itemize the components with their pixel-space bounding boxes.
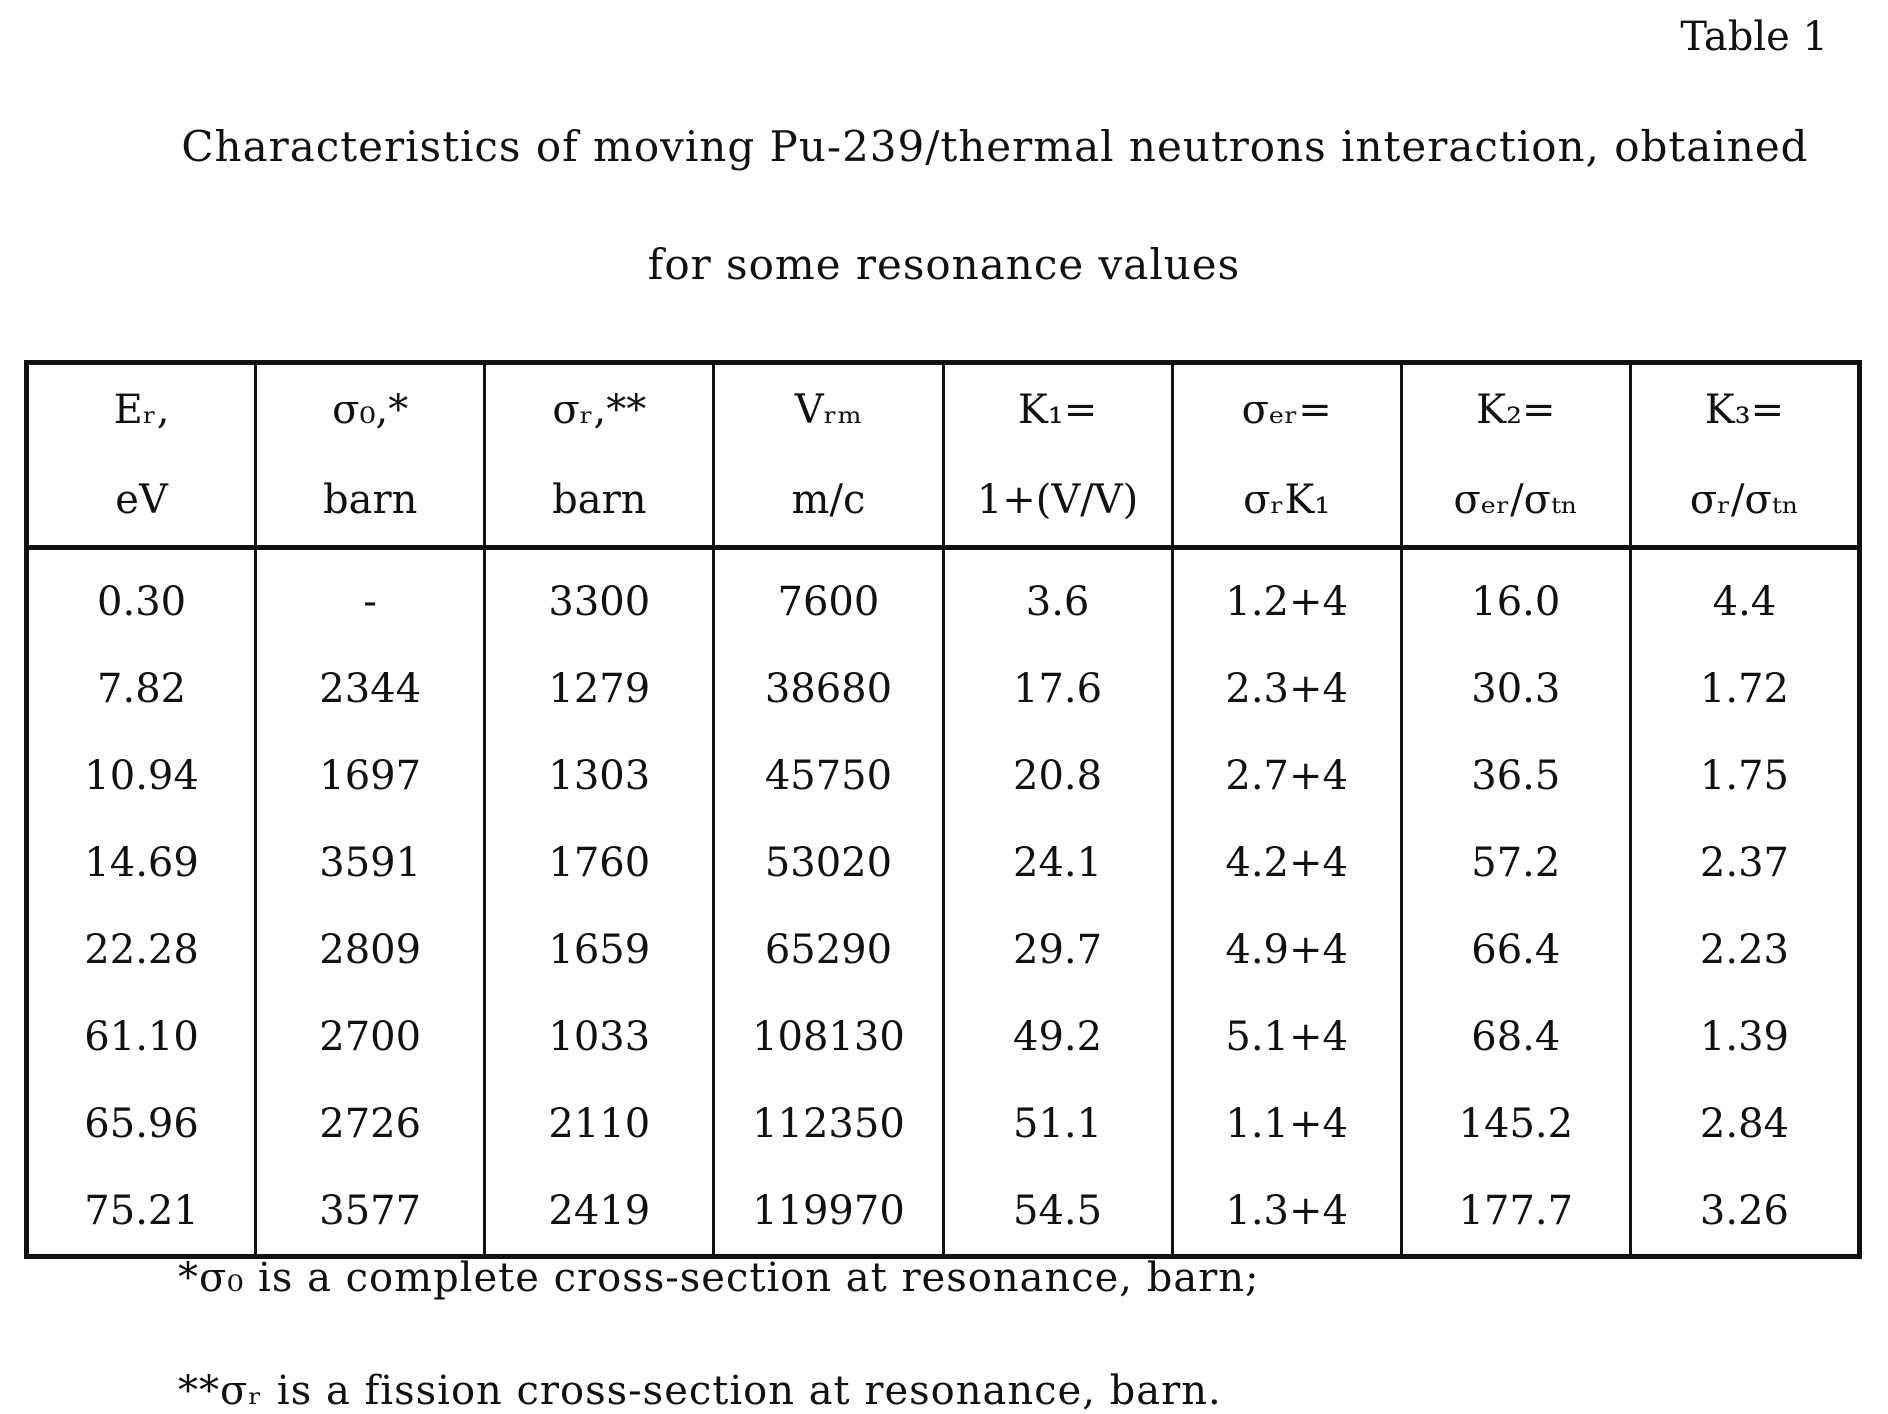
column-header-symbol: σᵣ,** bbox=[485, 363, 714, 456]
table-cell: 24.1 bbox=[943, 819, 1172, 906]
column-header-unit: barn bbox=[485, 455, 714, 548]
column-header-symbol: K₁= bbox=[943, 363, 1172, 456]
table-cell: 2.3+4 bbox=[1172, 645, 1401, 732]
column-header-symbol: Vᵣₘ bbox=[714, 363, 943, 456]
table-cell: 3591 bbox=[256, 819, 485, 906]
column-header-symbol: Eᵣ, bbox=[27, 363, 256, 456]
table-cell: 14.69 bbox=[27, 819, 256, 906]
table-cell: 108130 bbox=[714, 993, 943, 1080]
table-cell: 1697 bbox=[256, 732, 485, 819]
header-row-bottom bbox=[27, 455, 1860, 548]
footnote-2: **σᵣ is a fission cross-section at resonance, barn. bbox=[178, 1368, 1222, 1414]
table-row bbox=[27, 1080, 1860, 1167]
table-cell: 10.94 bbox=[27, 732, 256, 819]
column-header-unit: σₑᵣ/σₜₙ bbox=[1401, 455, 1630, 548]
table-label: Table 1 bbox=[1680, 14, 1828, 60]
table-cell: 3300 bbox=[485, 548, 714, 646]
table-cell: 57.2 bbox=[1401, 819, 1630, 906]
table-cell: 2344 bbox=[256, 645, 485, 732]
column-header-unit: 1+(V/V) bbox=[943, 455, 1172, 548]
table-cell: 53020 bbox=[714, 819, 943, 906]
table-cell: 3.6 bbox=[943, 548, 1172, 646]
table-cell: 177.7 bbox=[1401, 1167, 1630, 1257]
title-line-1: Characteristics of moving Pu-239/thermal neutrons interaction, obtained bbox=[100, 122, 1888, 171]
column-header-unit: eV bbox=[27, 455, 256, 548]
table-cell: 61.10 bbox=[27, 993, 256, 1080]
table-cell: 119970 bbox=[714, 1167, 943, 1257]
footnote-1: *σ₀ is a complete cross-section at resonance, barn; bbox=[178, 1255, 1260, 1301]
column-header-unit: m/c bbox=[714, 455, 943, 548]
table-body bbox=[27, 548, 1860, 1257]
table-cell: 2.23 bbox=[1630, 906, 1859, 993]
table-cell: 2.84 bbox=[1630, 1080, 1859, 1167]
table-cell: 7600 bbox=[714, 548, 943, 646]
table-cell: 145.2 bbox=[1401, 1080, 1630, 1167]
table-cell: 4.4 bbox=[1630, 548, 1859, 646]
column-header-symbol: σₑᵣ= bbox=[1172, 363, 1401, 456]
table-cell: 1033 bbox=[485, 993, 714, 1080]
table-cell: 29.7 bbox=[943, 906, 1172, 993]
header-row-top bbox=[27, 363, 1860, 456]
table-cell: 17.6 bbox=[943, 645, 1172, 732]
data-table bbox=[24, 360, 1862, 1259]
table-cell: 2419 bbox=[485, 1167, 714, 1257]
table-cell: 75.21 bbox=[27, 1167, 256, 1257]
table-cell: 1303 bbox=[485, 732, 714, 819]
table-cell: 2700 bbox=[256, 993, 485, 1080]
table-cell: 66.4 bbox=[1401, 906, 1630, 993]
column-header-symbol: σ₀,* bbox=[256, 363, 485, 456]
table-cell: 49.2 bbox=[943, 993, 1172, 1080]
table-cell: 1.2+4 bbox=[1172, 548, 1401, 646]
table-row bbox=[27, 819, 1860, 906]
table-cell: 65290 bbox=[714, 906, 943, 993]
table-cell: - bbox=[256, 548, 485, 646]
table-cell: 1.75 bbox=[1630, 732, 1859, 819]
table-cell: 4.9+4 bbox=[1172, 906, 1401, 993]
table-cell: 5.1+4 bbox=[1172, 993, 1401, 1080]
table-cell: 2.37 bbox=[1630, 819, 1859, 906]
table-cell: 36.5 bbox=[1401, 732, 1630, 819]
table-cell: 51.1 bbox=[943, 1080, 1172, 1167]
table-cell: 1.39 bbox=[1630, 993, 1859, 1080]
table-cell: 68.4 bbox=[1401, 993, 1630, 1080]
column-header-symbol: K₃= bbox=[1630, 363, 1859, 456]
table-cell: 1760 bbox=[485, 819, 714, 906]
column-header-symbol: K₂= bbox=[1401, 363, 1630, 456]
table-row bbox=[27, 645, 1860, 732]
table-cell: 2110 bbox=[485, 1080, 714, 1167]
table-cell: 7.82 bbox=[27, 645, 256, 732]
table-cell: 1659 bbox=[485, 906, 714, 993]
table-cell: 45750 bbox=[714, 732, 943, 819]
table-cell: 2726 bbox=[256, 1080, 485, 1167]
table-cell: 65.96 bbox=[27, 1080, 256, 1167]
table-cell: 0.30 bbox=[27, 548, 256, 646]
table-cell: 16.0 bbox=[1401, 548, 1630, 646]
table-row bbox=[27, 548, 1860, 646]
table-cell: 30.3 bbox=[1401, 645, 1630, 732]
column-header-unit: barn bbox=[256, 455, 485, 548]
table-row bbox=[27, 993, 1860, 1080]
column-header-unit: σᵣK₁ bbox=[1172, 455, 1401, 548]
table-cell: 112350 bbox=[714, 1080, 943, 1167]
table-row bbox=[27, 906, 1860, 993]
table-cell: 22.28 bbox=[27, 906, 256, 993]
table-cell: 1.3+4 bbox=[1172, 1167, 1401, 1257]
table-cell: 54.5 bbox=[943, 1167, 1172, 1257]
table-row bbox=[27, 732, 1860, 819]
column-header-unit: σᵣ/σₜₙ bbox=[1630, 455, 1859, 548]
table-cell: 3577 bbox=[256, 1167, 485, 1257]
table-cell: 20.8 bbox=[943, 732, 1172, 819]
table-cell: 3.26 bbox=[1630, 1167, 1859, 1257]
table-cell: 1.1+4 bbox=[1172, 1080, 1401, 1167]
title-line-2: for some resonance values bbox=[0, 240, 1888, 289]
table-cell: 38680 bbox=[714, 645, 943, 732]
table-cell: 1279 bbox=[485, 645, 714, 732]
table-cell: 2.7+4 bbox=[1172, 732, 1401, 819]
table-cell: 1.72 bbox=[1630, 645, 1859, 732]
table-row bbox=[27, 1167, 1860, 1257]
table-cell: 2809 bbox=[256, 906, 485, 993]
table-cell: 4.2+4 bbox=[1172, 819, 1401, 906]
